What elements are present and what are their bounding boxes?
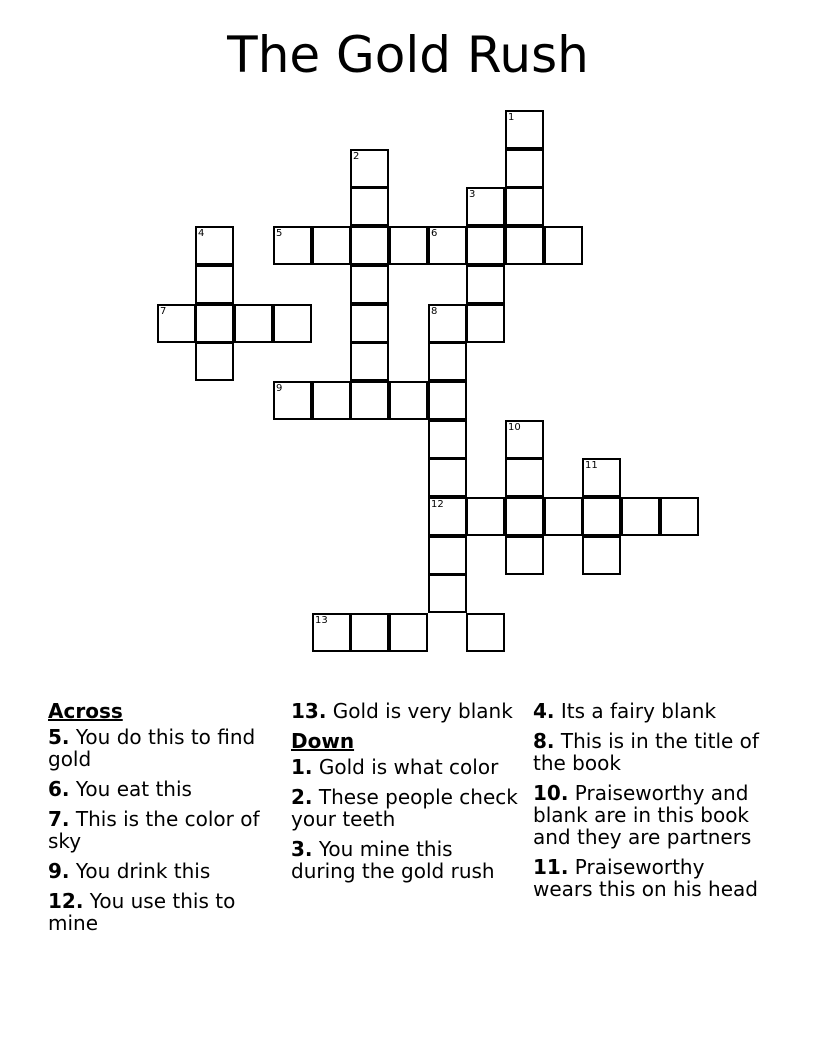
- grid-cell[interactable]: [350, 187, 389, 226]
- grid-cell[interactable]: [428, 536, 467, 575]
- clue-item-number: 8.: [533, 729, 555, 753]
- clue-item: [291, 838, 521, 882]
- grid-cell[interactable]: [621, 497, 660, 536]
- grid-cell[interactable]: [157, 304, 196, 343]
- clue-number: 1: [508, 112, 515, 123]
- clue-column-2: [291, 700, 521, 890]
- grid-cell[interactable]: [195, 226, 234, 265]
- clue-item-number: 10.: [533, 781, 569, 805]
- grid-cell[interactable]: [350, 226, 389, 265]
- grid-cell[interactable]: [428, 574, 467, 613]
- clue-item: [291, 756, 521, 778]
- clue-item: [533, 856, 763, 900]
- puzzle-title: The Gold Rush: [227, 26, 589, 84]
- clue-item-text: Praiseworthy wears this on his head: [533, 855, 758, 901]
- clue-number: 10: [508, 422, 521, 433]
- grid-cell[interactable]: [466, 187, 505, 226]
- grid-cell[interactable]: [234, 304, 273, 343]
- clue-item-text: Gold is what color: [312, 755, 499, 779]
- grid-cell[interactable]: [466, 304, 505, 343]
- clue-item-text: You mine this during the gold rush: [291, 837, 495, 883]
- clue-item-number: 12.: [48, 889, 84, 913]
- clue-item-number: 3.: [291, 837, 313, 861]
- clue-item-number: 1.: [291, 755, 313, 779]
- clue-item-number: 9.: [48, 859, 70, 883]
- grid-cell[interactable]: [350, 304, 389, 343]
- grid-cell[interactable]: [195, 304, 234, 343]
- grid-cell[interactable]: [195, 342, 234, 381]
- clue-number: 11: [585, 460, 598, 471]
- clue-item-number: 13.: [291, 699, 327, 723]
- grid-cell[interactable]: [428, 342, 467, 381]
- grid-cell[interactable]: [544, 497, 583, 536]
- grid-cell[interactable]: [273, 304, 312, 343]
- grid-cell[interactable]: [273, 381, 312, 420]
- clue-item-text: You eat this: [69, 777, 192, 801]
- clue-item-number: 6.: [48, 777, 70, 801]
- grid-cell[interactable]: [350, 149, 389, 188]
- grid-cell[interactable]: [505, 420, 544, 459]
- clue-item-text: These people check your teeth: [291, 785, 518, 831]
- grid-cell[interactable]: [428, 458, 467, 497]
- grid-cell[interactable]: [350, 342, 389, 381]
- grid-cell[interactable]: [582, 458, 621, 497]
- clue-item: [48, 808, 278, 852]
- grid-cell[interactable]: [505, 110, 544, 149]
- clue-number: 8: [431, 306, 438, 317]
- grid-cell[interactable]: [428, 381, 467, 420]
- clue-number: 4: [198, 228, 205, 239]
- clue-section-heading: Across: [48, 699, 123, 723]
- clue-number: 3: [469, 189, 476, 200]
- grid-cell[interactable]: [505, 497, 544, 536]
- grid-cell[interactable]: [466, 226, 505, 265]
- grid-cell[interactable]: [582, 536, 621, 575]
- clue-number: 9: [276, 383, 283, 394]
- clue-item-text: Gold is very blank: [326, 699, 513, 723]
- grid-cell[interactable]: [312, 226, 351, 265]
- clue-column-3: [533, 700, 763, 908]
- clue-number: 7: [160, 306, 167, 317]
- clue-number: 12: [431, 499, 444, 510]
- grid-cell[interactable]: [389, 381, 428, 420]
- grid-cell[interactable]: [350, 613, 389, 652]
- grid-cell[interactable]: [505, 149, 544, 188]
- clue-item-number: 2.: [291, 785, 313, 809]
- grid-cell[interactable]: [428, 420, 467, 459]
- grid-cell[interactable]: [466, 613, 505, 652]
- clue-item-text: This is the color of sky: [48, 807, 260, 853]
- clue-item: [48, 860, 278, 882]
- clue-item-number: 5.: [48, 725, 70, 749]
- grid-cell[interactable]: [273, 226, 312, 265]
- clue-item: [48, 726, 278, 770]
- clue-item: [533, 730, 763, 774]
- grid-cell[interactable]: [428, 226, 467, 265]
- clue-item: [533, 700, 763, 722]
- clue-item-text: You do this to find gold: [48, 725, 256, 771]
- clue-number: 6: [431, 228, 438, 239]
- grid-cell[interactable]: [505, 226, 544, 265]
- grid-cell[interactable]: [312, 381, 351, 420]
- clue-section-heading: Down: [291, 729, 355, 753]
- grid-cell[interactable]: [312, 613, 351, 652]
- clue-item-text: This is in the title of the book: [533, 729, 759, 775]
- clue-item-text: You drink this: [69, 859, 211, 883]
- grid-cell[interactable]: [660, 497, 699, 536]
- grid-cell[interactable]: [505, 458, 544, 497]
- clue-number: 2: [353, 151, 360, 162]
- clue-item-text: Praiseworthy and blank are in this book and they are partners: [533, 781, 752, 849]
- grid-cell[interactable]: [466, 265, 505, 304]
- clue-item-number: 4.: [533, 699, 555, 723]
- clue-item: [533, 782, 763, 848]
- grid-cell[interactable]: [350, 381, 389, 420]
- clue-item: [48, 890, 278, 934]
- grid-cell[interactable]: [582, 497, 621, 536]
- grid-cell[interactable]: [505, 536, 544, 575]
- grid-cell[interactable]: [544, 226, 583, 265]
- clue-item: [291, 700, 521, 722]
- clue-item-text: You use this to mine: [48, 889, 236, 935]
- clue-number: 13: [315, 615, 328, 626]
- clue-item-text: Its a fairy blank: [554, 699, 717, 723]
- grid-cell[interactable]: [505, 187, 544, 226]
- clue-item: [48, 778, 278, 800]
- clue-item-number: 7.: [48, 807, 70, 831]
- grid-cell[interactable]: [389, 613, 428, 652]
- clue-column-1: [48, 700, 278, 942]
- grid-cell[interactable]: [428, 497, 467, 536]
- grid-cell[interactable]: [428, 304, 467, 343]
- grid-cell[interactable]: [466, 497, 505, 536]
- grid-cell[interactable]: [389, 226, 428, 265]
- clue-item: [291, 786, 521, 830]
- grid-cell[interactable]: [195, 265, 234, 304]
- grid-cell[interactable]: [350, 265, 389, 304]
- clue-number: 5: [276, 228, 283, 239]
- clue-item-number: 11.: [533, 855, 569, 879]
